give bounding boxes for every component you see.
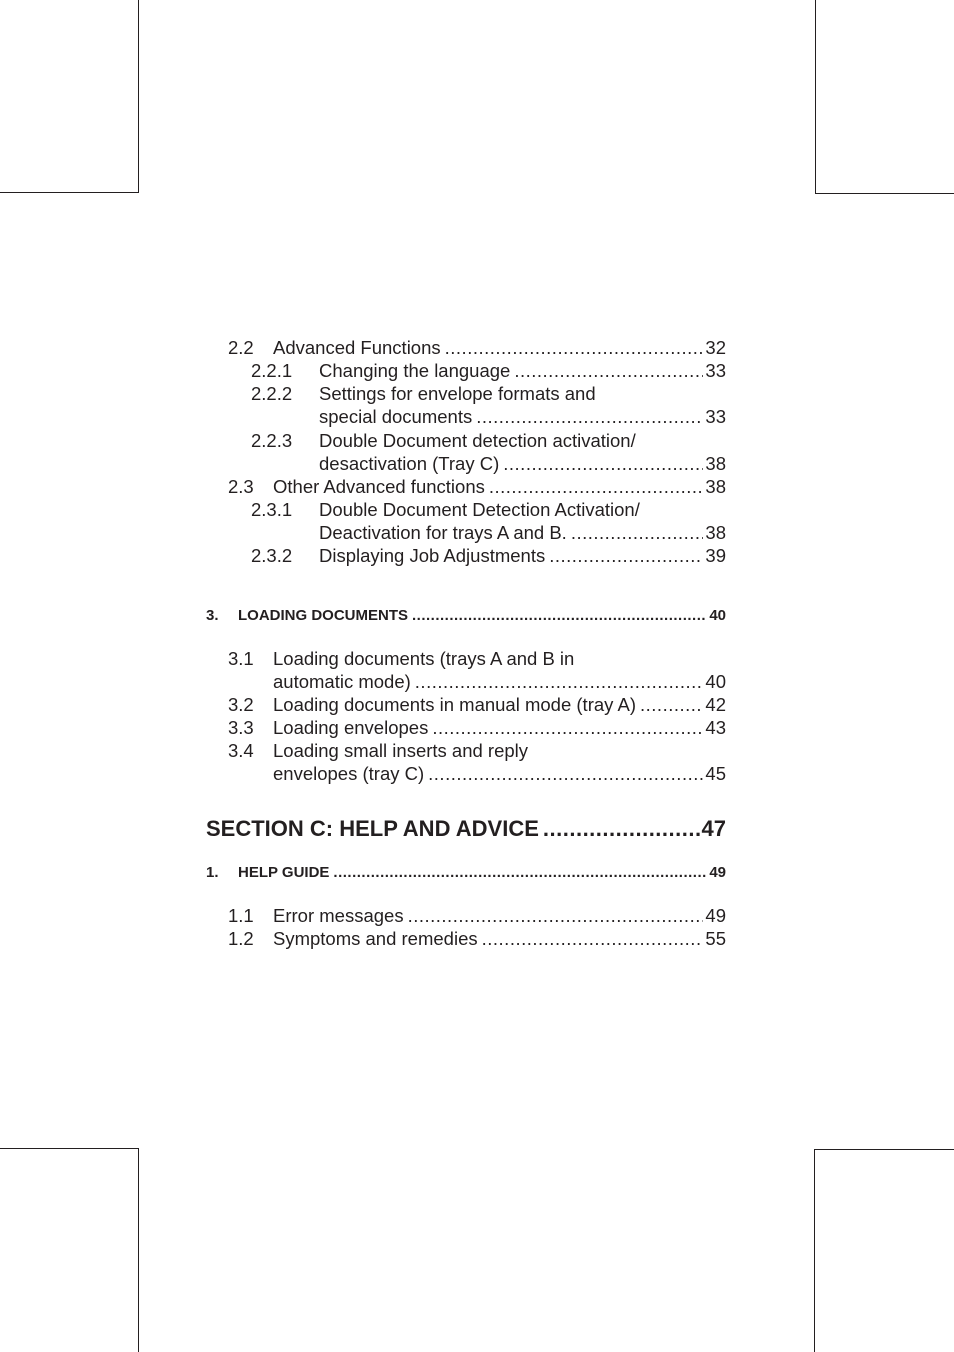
toc-title-continued: desactivation (Tray C) [319, 453, 500, 474]
toc-page: 55 [705, 928, 726, 949]
toc-number: 2.3 [228, 476, 254, 497]
toc-number: 2.3.2 [251, 545, 293, 566]
toc-title: HELP GUIDE [238, 864, 330, 881]
toc-entry-2-2-3-continued[interactable] [319, 452, 726, 475]
toc-number: 3.1 [228, 648, 254, 669]
toc-leader [412, 604, 707, 627]
toc-title-continued: envelopes (tray C) [273, 763, 425, 784]
toc-leader [432, 716, 703, 739]
toc-number: 2.3.1 [251, 499, 293, 520]
toc-title: Double Document detection activation/ [319, 430, 636, 451]
toc-entry-2-2-3[interactable] [251, 429, 726, 452]
toc-number: 3.2 [228, 694, 254, 715]
toc-page: 38 [705, 522, 726, 543]
toc-title: Displaying Job Adjustments [319, 545, 546, 566]
toc-title: Loading documents (trays A and B in [273, 648, 575, 669]
toc-leader [482, 927, 704, 950]
toc-entry-3-4[interactable] [228, 739, 726, 762]
toc-title: Symptoms and remedies [273, 928, 478, 949]
toc-leader [571, 521, 704, 544]
toc-chapter-3[interactable] [206, 604, 726, 627]
toc-number: 1.2 [228, 928, 254, 949]
toc-page: 38 [705, 476, 726, 497]
toc-leader [408, 904, 704, 927]
toc-title: Loading documents in manual mode (tray A) [273, 694, 637, 715]
toc-leader [549, 544, 703, 567]
toc-page: 47 [701, 816, 726, 841]
toc-entry-2-2-1[interactable] [251, 359, 726, 382]
toc-title-continued: special documents [319, 406, 473, 427]
toc-section-c[interactable] [206, 816, 726, 842]
toc-page: 38 [705, 453, 726, 474]
toc-leader [543, 816, 700, 842]
toc-title-continued: Deactivation for trays A and B. [319, 522, 567, 543]
toc-number: 3. [206, 607, 219, 624]
toc-leader [514, 359, 703, 382]
toc-leader [445, 336, 704, 359]
toc-entry-3-3[interactable] [228, 716, 726, 739]
toc-title: LOADING DOCUMENTS [238, 607, 408, 624]
toc-page: 33 [705, 406, 726, 427]
toc-title: Loading small inserts and reply [273, 740, 529, 761]
toc-number: 3.4 [228, 740, 254, 761]
toc-leader [503, 452, 703, 475]
toc-entry-2-3[interactable] [228, 475, 726, 498]
toc-page: 40 [705, 671, 726, 692]
toc-entry-2-2-2[interactable] [251, 382, 726, 405]
toc-leader [428, 762, 703, 785]
toc-page: 49 [705, 905, 726, 926]
toc-title: Changing the language [319, 360, 511, 381]
toc-leader [415, 670, 704, 693]
toc-chapter-1[interactable] [206, 861, 726, 884]
toc-leader [640, 693, 703, 716]
toc-number: 2.2 [228, 337, 254, 358]
toc-entry-3-4-continued[interactable] [273, 762, 726, 785]
toc-number: 2.2.3 [251, 430, 293, 451]
toc-page: 43 [705, 717, 726, 738]
toc-number: 1. [206, 864, 219, 881]
toc-title: Settings for envelope formats and [319, 383, 596, 404]
toc-entry-2-2-2-continued[interactable] [319, 405, 726, 428]
toc-page: 40 [709, 607, 726, 624]
toc-entry-1-1[interactable] [228, 904, 726, 927]
toc-number: 1.1 [228, 905, 254, 926]
toc-entry-2-3-1-continued[interactable] [319, 521, 726, 544]
toc-title: Other Advanced functions [273, 476, 485, 497]
toc-title: Advanced Functions [273, 337, 441, 358]
toc-entry-3-2[interactable] [228, 693, 726, 716]
toc-leader [489, 475, 704, 498]
toc-leader [333, 861, 707, 884]
toc-entry-3-1[interactable] [228, 647, 726, 670]
toc-title: Loading envelopes [273, 717, 429, 738]
toc-leader [476, 405, 703, 428]
toc-page: 32 [705, 337, 726, 358]
toc-entry-3-1-continued[interactable] [273, 670, 726, 693]
toc-page: 45 [705, 763, 726, 784]
toc-entry-2-3-2[interactable] [251, 544, 726, 567]
toc-number: 3.3 [228, 717, 254, 738]
toc-entry-1-2[interactable] [228, 927, 726, 950]
toc-page: 49 [709, 864, 726, 881]
toc-entry-2-3-1[interactable] [251, 498, 726, 521]
toc-page: 39 [705, 545, 726, 566]
toc-number: 2.2.2 [251, 383, 293, 404]
toc-title-continued: automatic mode) [273, 671, 411, 692]
toc-page: 42 [705, 694, 726, 715]
toc-page: 33 [705, 360, 726, 381]
toc-title: SECTION C: HELP AND ADVICE [206, 816, 539, 841]
toc-entry-2-2[interactable] [228, 336, 726, 359]
toc-title: Error messages [273, 905, 404, 926]
toc-title: Double Document Detection Activation/ [319, 499, 640, 520]
toc-number: 2.2.1 [251, 360, 293, 381]
